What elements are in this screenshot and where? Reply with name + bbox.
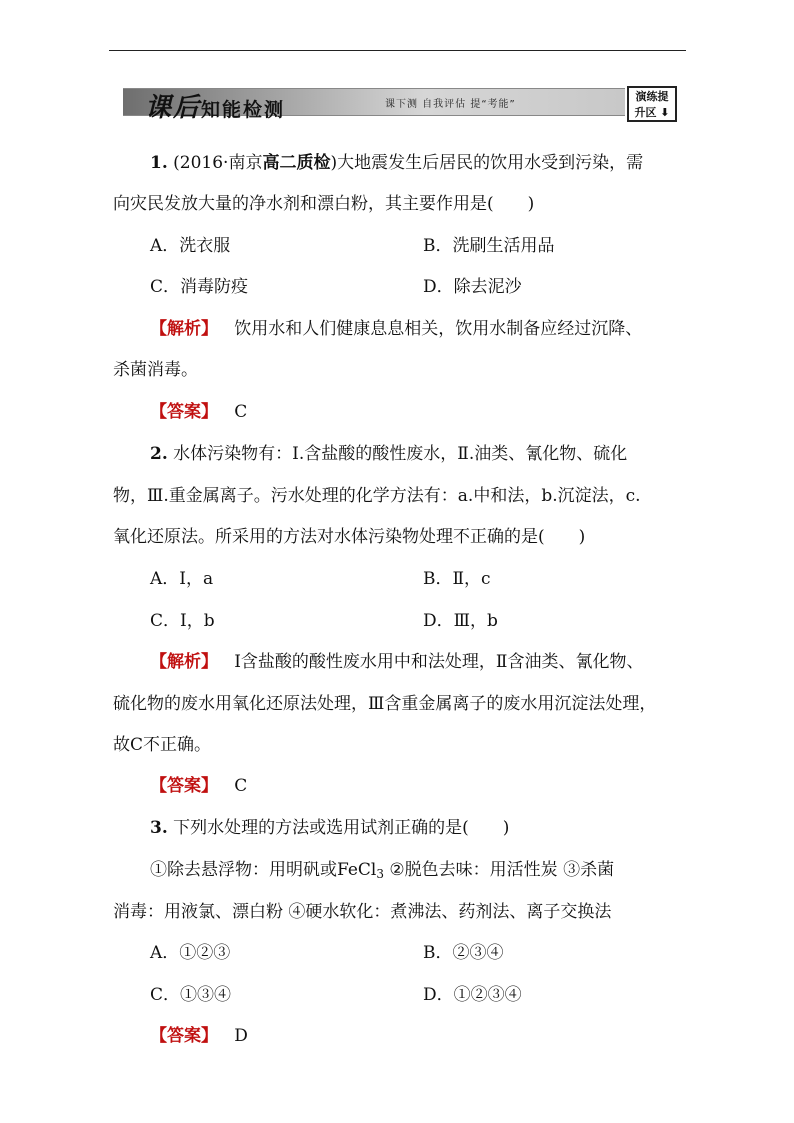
q1-option-d: D．除去泥沙 — [423, 277, 522, 297]
q3-option-d: D．①②③④ — [423, 985, 522, 1005]
q3-text-1: 下列水处理的方法或选用试剂正确的是( ) — [173, 818, 510, 838]
q1-option-b: B．洗刷生活用品 — [423, 236, 555, 256]
q3-option-c: C．①③④ — [150, 985, 232, 1005]
q1-analysis-2: 杀菌消毒。 — [113, 360, 198, 380]
q1-answer-tag: 【答案】 — [150, 402, 218, 422]
q1-line-2: 向灾民发放大量的净水剂和漂白粉，其主要作用是( ) — [113, 194, 535, 214]
section-subtitle: 课下测 自我评估 提“考能” — [385, 99, 516, 110]
q1-analysis-tag: 【解析】 — [150, 319, 218, 339]
title-char-2: 后 — [173, 93, 202, 123]
section-title — [145, 87, 285, 124]
q2-option-a: A．Ⅰ，a — [150, 569, 214, 589]
q2-line-2: 物，Ⅲ.重金属离子。污水处理的化学方法有：a.中和法，b.沉淀法，c. — [113, 486, 641, 506]
q3-option-a: A．①②③ — [150, 943, 231, 963]
q3-line-1 — [150, 813, 509, 838]
q1-answer-value: C — [234, 402, 248, 422]
q2-line-3: 氧化还原法。所采用的方法对水体污染物处理不正确的是( ) — [113, 527, 586, 547]
q2-analysis-1: Ⅰ含盐酸的酸性废水用中和法处理，Ⅱ含油类、氰化物、 — [234, 652, 644, 672]
q2-option-c: C．Ⅰ，b — [150, 611, 215, 631]
q1-text-1: )大地震发生后居民的饮用水受到污染，需 — [330, 153, 644, 173]
q1-analysis-1: 饮用水和人们健康息息相关，饮用水制备应经过沉降、 — [234, 319, 643, 339]
title-char-1: 课 — [145, 93, 174, 123]
q3-answer — [150, 1021, 248, 1046]
q3-option-b: B．②③④ — [423, 943, 504, 963]
q1-source: (2016·南京 — [173, 153, 263, 173]
q1-answer — [150, 397, 247, 422]
q1-analysis — [150, 314, 642, 339]
q2-line-1 — [150, 439, 627, 464]
q2-analysis-tag: 【解析】 — [150, 652, 218, 672]
q1-line-1 — [150, 148, 643, 173]
q3-text-2b: ②脱色去味：用活性炭 ③杀菌 — [384, 860, 615, 880]
q1-source-bold: 高二质检 — [262, 153, 331, 173]
q2-text-1: 水体污染物有：Ⅰ.含盐酸的酸性废水，Ⅱ.油类、氰化物、硫化 — [173, 444, 628, 464]
q1-option-c: C．消毒防疫 — [150, 277, 249, 297]
q2-option-d: D．Ⅲ，b — [423, 611, 498, 631]
q2-number: 2. — [150, 444, 168, 464]
badge-line-1: 演练提 — [635, 90, 669, 103]
badge-line-2: 升区 ⬇ — [634, 106, 670, 119]
q3-line-3: 消毒：用液氯、漂白粉 ④硬水软化：煮沸法、药剂法、离子交换法 — [113, 902, 612, 922]
q3-number: 3. — [150, 818, 168, 838]
practice-badge — [627, 86, 677, 122]
q2-analysis-3: 故C不正确。 — [113, 735, 212, 755]
q2-answer — [150, 771, 247, 796]
q1-number: 1. — [150, 153, 168, 173]
q3-text-2a: ①除去悬浮物：用明矾或FeCl — [150, 860, 377, 880]
q2-analysis — [150, 647, 644, 672]
title-rest: 知能检测 — [201, 99, 286, 121]
q3-text-2-subscript: 3 — [376, 867, 385, 881]
q3-answer-value: D — [234, 1026, 248, 1046]
q2-answer-tag: 【答案】 — [150, 776, 218, 796]
q2-answer-value: C — [234, 776, 248, 796]
q2-option-b: B．Ⅱ，c — [423, 569, 491, 589]
q1-option-a: A．洗衣服 — [150, 236, 231, 256]
q2-analysis-2: 硫化物的废水用氧化还原法处理，Ⅲ含重金属离子的废水用沉淀法处理， — [113, 694, 657, 714]
q3-answer-tag: 【答案】 — [150, 1026, 218, 1046]
header-rule — [109, 50, 686, 51]
q3-line-2 — [150, 855, 614, 881]
